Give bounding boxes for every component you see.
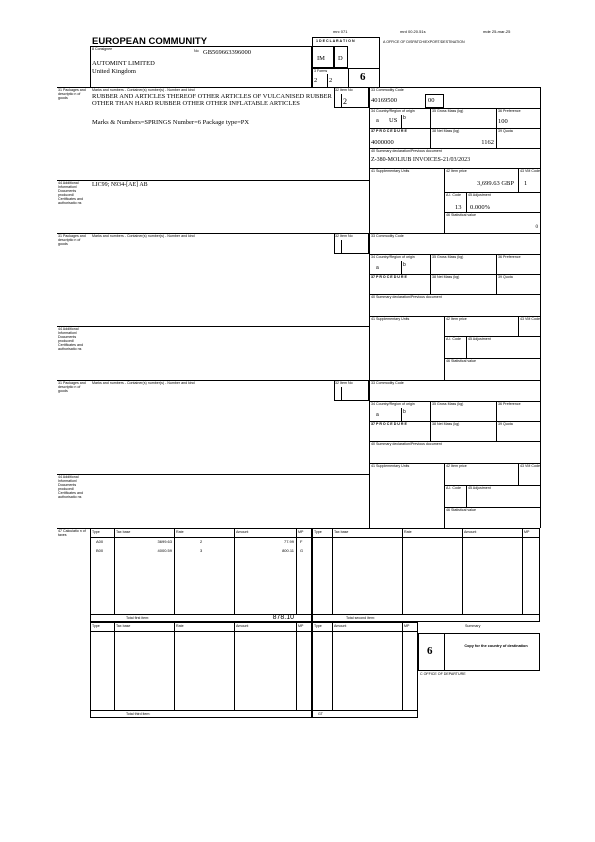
item3-ai-label: A.I. Code <box>446 486 461 490</box>
item2-item-label: 32 Item No <box>335 234 353 238</box>
consignee-name: AUTOMINT LIMITED <box>92 60 155 67</box>
calc3-h-rate: Rate <box>176 624 184 628</box>
calc-row1-base: 3699.63 <box>157 539 172 544</box>
item2-net-label: 38 Net Mass (kg) <box>432 275 460 279</box>
consignee-country: United Kingdom <box>92 68 136 75</box>
meta-date: mde 25-mar-25 <box>483 29 511 34</box>
item2-supp-label: 41 Supplementary Units <box>371 317 410 321</box>
meta-mrc: mrc 071 <box>333 29 348 34</box>
item1-vm-code: 1 <box>524 180 528 187</box>
item3-addl-label: 44 Additional Information/ Documents produced/ Certificates and authorisatio ns <box>58 475 83 499</box>
item1-procedure: 4000000 <box>371 139 394 146</box>
calc-label: 47 Calculatio n of taxes <box>58 529 86 537</box>
total-first-value: 878.10 <box>272 614 294 621</box>
item1-pref: 100 <box>498 118 508 125</box>
calc-row2-amount: 800.11 <box>282 548 294 553</box>
item1-country-label: 34 Country/Region of origin <box>371 109 415 113</box>
calc2-h-mp: MP <box>524 530 530 534</box>
item1-net-mass: 1162 <box>481 139 494 146</box>
forms-value-1: 2 <box>314 77 318 84</box>
calc3-h-type: Type <box>92 624 100 628</box>
total-second-label: Total second item: <box>346 616 375 620</box>
summary-h-type: Type <box>314 624 322 628</box>
calc-row2-base: 4000.59 <box>157 548 172 553</box>
calc-row2-type: B00 <box>96 548 104 553</box>
summary-h-mp: MP <box>404 624 410 628</box>
declaration-label: 1 D E C L A R A T I O N <box>316 39 355 43</box>
calc-table-third <box>90 622 312 718</box>
item1-supp-label: 41 Supplementary Units <box>371 169 410 173</box>
item1-stat-label: 46 Statistical value <box>446 213 476 217</box>
consignee-box <box>90 46 312 88</box>
item2-country-a: a <box>376 265 379 271</box>
item3-procedure-label: 37 P R O C E D U R E <box>371 422 407 426</box>
item1-pref-label: 36 Preference <box>498 109 521 113</box>
calc-row1-type: A00 <box>96 539 104 544</box>
declaration-type: IM <box>317 55 325 62</box>
calc-h-mp: MP <box>298 530 304 534</box>
calc-h-rate: Rate <box>176 530 184 534</box>
item1-addl-info: LIC99; N934-[AE] AB <box>92 182 148 188</box>
forms-count: 6 <box>427 645 433 657</box>
meta-mrd: mrd 00.20.51s <box>400 29 426 34</box>
consignee-eori: GB569663396000 <box>203 49 252 56</box>
marks-label-3: Marks and numbers - Container(s) number(s) - Number and kind <box>92 381 195 385</box>
calc-row1-amount: 77.99 <box>283 539 294 544</box>
item1-adjustment: 0.000% <box>470 204 491 211</box>
item3-country-a: a <box>376 412 379 418</box>
item1-summary: Z-380-MOLIUB INVOICES-21/03/2023 <box>371 157 471 163</box>
item3-quota-label: 39 Quota <box>498 422 513 426</box>
item1-quota-label: 39 Quota <box>498 129 513 133</box>
item3-supp-label: 41 Supplementary Units <box>371 464 410 468</box>
item1-description: RUBBER AND ARTICLES THEREOF OTHER ARTICLES OF VULCANISED RUBBER OTHER THAN HARD RUBBER OTHER OTHER INFLATABLE ARTICLES <box>92 93 332 107</box>
calc2-h-base: Tax base <box>334 530 349 534</box>
calc-row1-mp: F <box>300 539 303 544</box>
item3-price-label: 42 Item price <box>446 464 467 468</box>
calc-h-type: Type <box>92 530 100 534</box>
item3-stat-label: 46 Statistical value <box>446 508 476 512</box>
item1-item-no: 2 <box>343 97 347 106</box>
item1-vm-label: 43 VM Code <box>520 169 540 173</box>
item1-commodity-suffix: 00 <box>428 97 435 104</box>
item1-net-label: 38 Net Mass (kg) <box>432 129 460 133</box>
item1-item-price: 3,699.63 GBP <box>476 180 514 187</box>
calc2-h-type: Type <box>314 530 322 534</box>
calc3-h-base: Tax base <box>116 624 131 628</box>
item1-country: US <box>389 117 398 124</box>
forms-total: 6 <box>360 71 366 83</box>
item2-pref-label: 36 Preference <box>498 255 521 259</box>
item2-country-b: b <box>403 262 406 268</box>
consignee-no-label: No <box>194 49 199 53</box>
item3-commodity-label: 33 Commodity Code <box>371 381 404 385</box>
item1-commodity-label: 33 Commodity Code <box>371 88 404 92</box>
calc-row2-rate: 3 <box>200 548 203 553</box>
copy-note: Copy for the country of destination <box>464 644 528 648</box>
marks-label-1: Marks and numbers - Container(s) number(s) - Number and kind <box>92 88 195 92</box>
item2-ai-label: A.I. Code <box>446 337 461 341</box>
calc3-h-mp: MP <box>298 624 304 628</box>
item1-country-a: a <box>376 118 379 124</box>
document-title: EUROPEAN COMMUNITY <box>92 36 208 47</box>
consignee-label: 8 Consignee <box>92 47 113 51</box>
forms-value-2: 2 <box>329 77 333 84</box>
item1-commodity: 40169500 <box>371 97 397 104</box>
calc-table-second <box>312 528 540 622</box>
item1-ai-code: 13 <box>455 204 462 211</box>
item1-procedure-label: 37 P R O C E D U R E <box>371 129 407 133</box>
item3-gross-label: 35 Gross Mass (kg) <box>432 402 464 406</box>
calc-row2-mp: G <box>300 548 304 553</box>
total-first-label: Total first item: <box>126 616 150 620</box>
office-label: A OFFICE OF DISPATCH/EXPORT/DESTINATION <box>383 40 465 44</box>
calc-h-base: Tax base <box>116 530 131 534</box>
forms-label: 3 Forms <box>314 69 328 73</box>
item1-ai-label: A.I. Code <box>446 193 461 197</box>
item3-country-label: 34 Country/Region of origin <box>371 402 415 406</box>
summary-label: Summary <box>465 624 481 628</box>
item1-summary-label: 40 Summary declaration/Previous document <box>371 149 442 153</box>
item3-summary-label: 40 Summary declaration/Previous document <box>371 442 442 446</box>
item3-vm-label: 43 VM Code <box>520 464 540 468</box>
item1-stat-value: 0 <box>535 225 538 230</box>
item3-item-label: 32 Item No <box>335 381 353 385</box>
item2-addl-label: 44 Additional Information/ Documents produced/ Certificates and authorisatio ns <box>58 327 83 351</box>
item1-price-label: 42 Item price <box>446 169 467 173</box>
gt-label: GT <box>318 712 323 716</box>
item2-commodity-label: 33 Commodity Code <box>371 234 404 238</box>
summary-h-amount: Amount <box>334 624 347 628</box>
copy-box <box>418 633 540 671</box>
declaration-type-2: D <box>338 55 343 62</box>
item2-summary-label: 40 Summary declaration/Previous document <box>371 295 442 299</box>
departure-label: C OFFICE OF DEPARTURE <box>420 672 466 676</box>
item3-country-b: b <box>403 409 406 415</box>
item3-net-label: 38 Net Mass (kg) <box>432 422 460 426</box>
calc2-h-amount: Amount <box>464 530 477 534</box>
item2-country-label: 34 Country/Region of origin <box>371 255 415 259</box>
item2-quota-label: 39 Quota <box>498 275 513 279</box>
packages-label-3: 31 Packages and descriptio n of goods <box>58 381 86 393</box>
item2-vm-label: 43 VM Code <box>520 317 540 321</box>
item2-adjust-label: 45 Adjustment <box>468 337 491 341</box>
item1-country-b: b <box>403 115 406 121</box>
item1-marks: Marks & Numbers=SPRINGS Number=6 Package type=PX <box>92 119 250 126</box>
calc2-h-rate: Rate <box>404 530 412 534</box>
packages-label-2: 31 Packages and descriptio n of goods <box>58 234 86 246</box>
item2-price-label: 42 Item price <box>446 317 467 321</box>
item3-pref-label: 36 Preference <box>498 402 521 406</box>
calc-h-amount: Amount <box>236 530 249 534</box>
item2-gross-label: 35 Gross Mass (kg) <box>432 255 464 259</box>
item2-stat-label: 46 Statistical value <box>446 359 476 363</box>
item2-procedure-label: 37 P R O C E D U R E <box>371 275 407 279</box>
marks-label-2: Marks and numbers - Container(s) number(s) - Number and kind <box>92 234 195 238</box>
calc3-h-amount: Amount <box>236 624 249 628</box>
packages-label-1: 31 Packages and descriptio n of goods <box>58 88 86 100</box>
item1-item-label: 32 Item No <box>335 88 353 92</box>
item1-addl-label: 44 Additional Information/ Documents produced/ Certificates and authorisatio ns <box>58 181 83 205</box>
item1-adjust-label: 45 Adjustment <box>468 193 491 197</box>
item1-gross-label: 35 Gross Mass (kg) <box>432 109 464 113</box>
item3-adjust-label: 45 Adjustment <box>468 486 491 490</box>
total-third-label: Total third item: <box>126 712 151 716</box>
calc-row1-rate: 2 <box>200 539 203 544</box>
